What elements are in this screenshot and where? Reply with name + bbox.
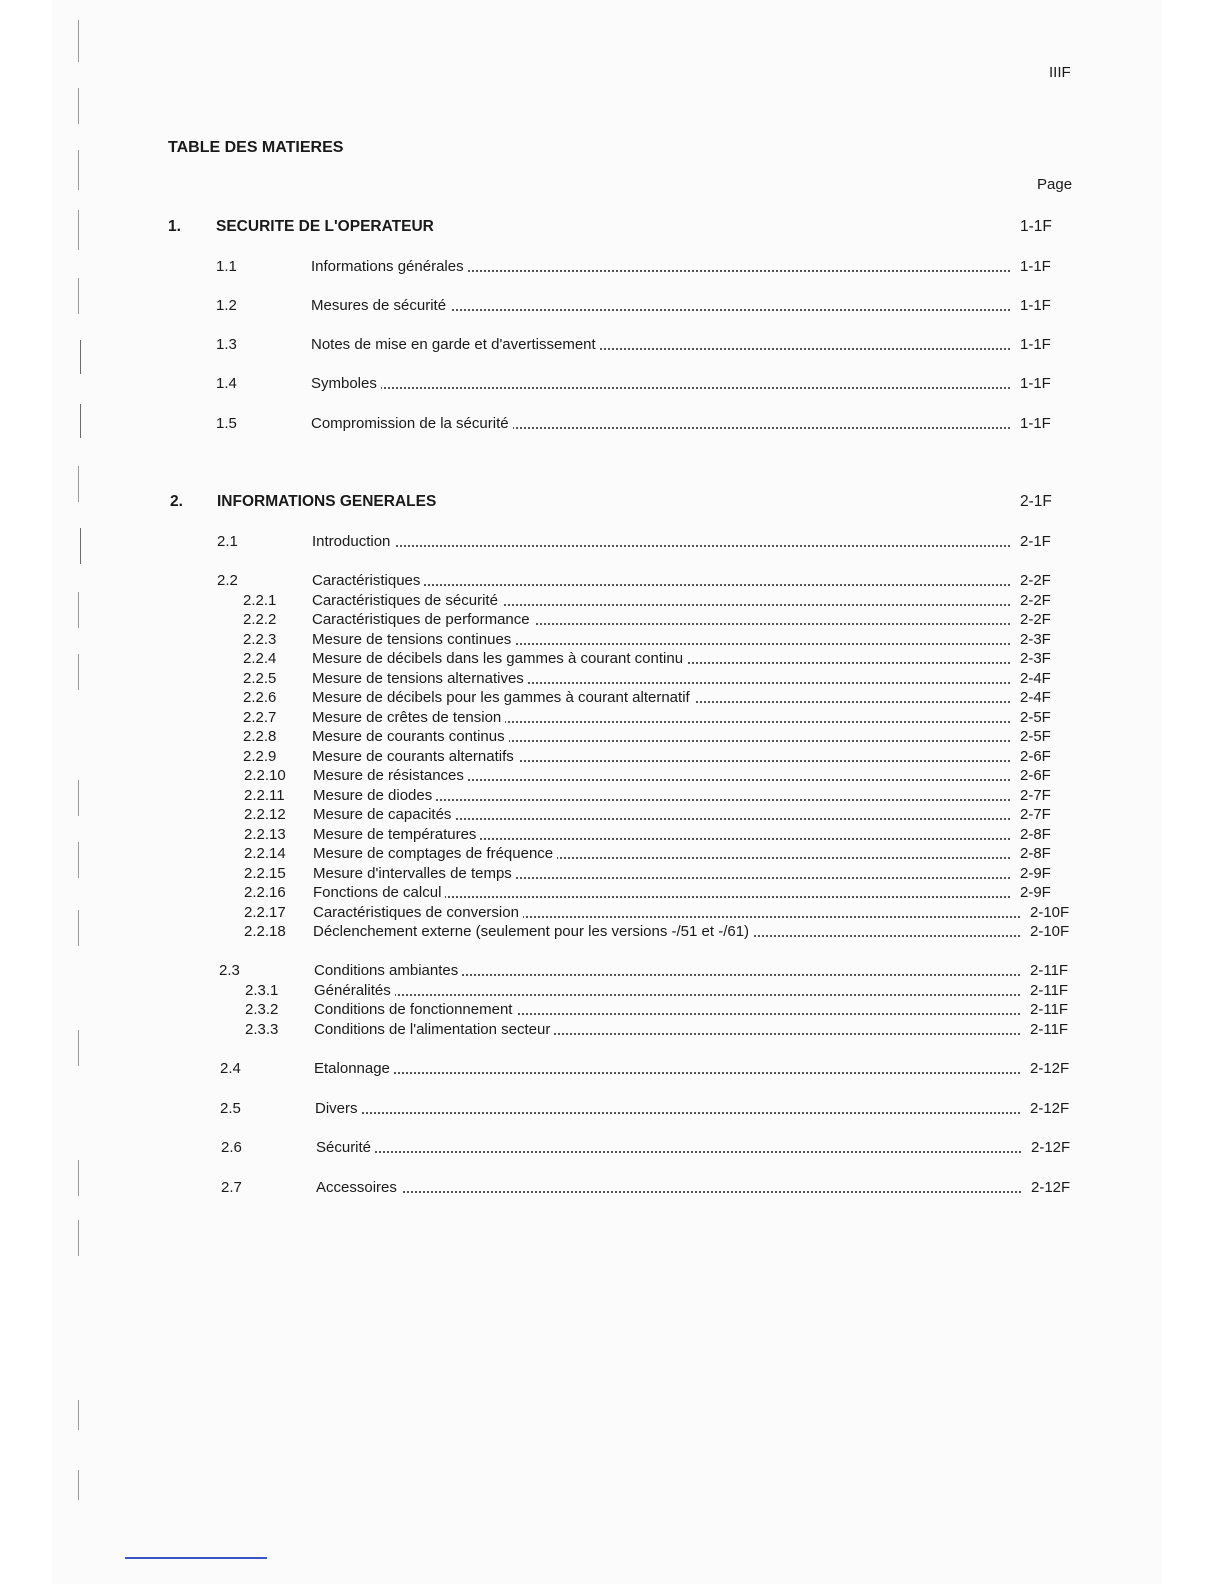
scan-margin-mark xyxy=(78,1470,79,1500)
toc-entry[interactable] xyxy=(243,630,1070,650)
entry-page: 2-5F xyxy=(1020,728,1051,745)
entry-page: 1-1F xyxy=(1020,375,1051,392)
toc-entry[interactable] xyxy=(221,1138,1081,1158)
entry-label: Caractéristiques de performance xyxy=(312,611,534,628)
entry-page: 2-5F xyxy=(1020,709,1051,726)
entry-number: 2.1 xyxy=(217,533,238,550)
dot-leader xyxy=(314,1072,1020,1074)
entry-number: 2.5 xyxy=(220,1100,241,1117)
toc-chapter[interactable] xyxy=(168,217,1070,237)
entry-page: 2-10F xyxy=(1030,923,1070,940)
toc-title: TABLE DES MATIERES xyxy=(168,139,344,156)
entry-page: 2-7F xyxy=(1020,787,1051,804)
entry-number: 2.2.10 xyxy=(244,767,286,784)
entry-number: 2.2.7 xyxy=(243,709,277,726)
entry-page: 2-12F xyxy=(1031,1139,1071,1156)
entry-page: 2-2F xyxy=(1020,572,1051,589)
entry-page: 2-3F xyxy=(1020,631,1051,648)
toc-entry[interactable] xyxy=(244,766,1070,786)
scan-margin-mark xyxy=(78,1400,79,1430)
entry-number: 2.2.18 xyxy=(244,923,286,940)
entry-label: Caractéristiques xyxy=(312,572,424,589)
entry-number: 2.2.13 xyxy=(244,826,286,843)
entry-label: Mesure de décibels dans les gammes à courant continu xyxy=(312,650,687,667)
scan-margin-mark xyxy=(78,654,79,690)
toc-entry[interactable] xyxy=(244,864,1070,884)
toc-entry[interactable] xyxy=(245,1020,1080,1040)
entry-number: 1.4 xyxy=(216,375,237,392)
toc-entry[interactable] xyxy=(217,532,1070,552)
dot-leader xyxy=(314,994,1020,996)
entry-page: 2-11F xyxy=(1030,982,1069,999)
entry-label: Symboles xyxy=(311,375,381,392)
entry-label: Compromission de la sécurité xyxy=(311,415,513,432)
toc-entry[interactable] xyxy=(216,296,1070,316)
entry-label: Mesure de crêtes de tension xyxy=(312,709,505,726)
entry-number: 2.2.9 xyxy=(243,748,277,765)
entry-number: 2.3.3 xyxy=(245,1021,279,1038)
chapter-number: 1. xyxy=(168,218,181,235)
page-column-label: Page xyxy=(1037,176,1073,193)
entry-number: 1.2 xyxy=(216,297,237,314)
entry-label: Divers xyxy=(315,1100,362,1117)
scan-margin-mark xyxy=(78,1220,79,1256)
scan-margin-mark xyxy=(78,210,79,250)
entry-page: 2-6F xyxy=(1020,748,1051,765)
dot-leader xyxy=(315,1112,1020,1114)
entry-label: Mesure de tensions continues xyxy=(312,631,515,648)
scan-margin-mark xyxy=(78,780,79,816)
entry-page: 2-8F xyxy=(1020,826,1051,843)
toc-entry[interactable] xyxy=(216,335,1070,355)
entry-page: 2-1F xyxy=(1020,533,1051,550)
toc-entry[interactable] xyxy=(243,708,1070,728)
entry-number: 2.2.15 xyxy=(244,865,286,882)
toc-entry[interactable] xyxy=(243,688,1070,708)
entry-number: 2.2.17 xyxy=(244,904,286,921)
entry-number: 2.2.12 xyxy=(244,806,286,823)
entry-number: 2.2.14 xyxy=(244,845,286,862)
entry-page: 2-7F xyxy=(1020,806,1051,823)
scan-margin-mark xyxy=(78,910,79,946)
entry-number: 1.1 xyxy=(216,258,237,275)
entry-page: 2-9F xyxy=(1020,884,1051,901)
entry-number: 2.3.2 xyxy=(245,1001,279,1018)
entry-number: 2.2.16 xyxy=(244,884,286,901)
dot-leader xyxy=(311,387,1010,389)
entry-label: Accessoires xyxy=(316,1179,401,1196)
toc-entry[interactable] xyxy=(243,669,1070,689)
entry-number: 2.2.11 xyxy=(244,787,285,804)
entry-label: Mesure de capacités xyxy=(313,806,455,823)
entry-page: 2-11F xyxy=(1030,1001,1069,1018)
entry-label: Mesure de décibels pour les gammes à courant alternatif xyxy=(312,689,694,706)
entry-page: 2-4F xyxy=(1020,670,1051,687)
scan-margin-mark xyxy=(78,88,79,124)
toc-entry[interactable] xyxy=(219,961,1080,981)
chapter-number: 2. xyxy=(170,493,183,510)
toc-entry[interactable] xyxy=(220,1059,1080,1079)
entry-number: 2.2.8 xyxy=(243,728,277,745)
entry-page: 2-2F xyxy=(1020,592,1051,609)
entry-page: 2-10F xyxy=(1030,904,1070,921)
footer-rule xyxy=(125,1557,267,1559)
toc-chapter[interactable] xyxy=(170,492,1070,512)
chapter-title: SECURITE DE L'OPERATEUR xyxy=(216,218,438,235)
scan-margin-mark xyxy=(80,528,81,564)
entry-page: 2-6F xyxy=(1020,767,1051,784)
toc-entry[interactable] xyxy=(244,922,1080,942)
entry-label: Mesure de résistances xyxy=(313,767,468,784)
chapter-title: INFORMATIONS GENERALES xyxy=(217,493,440,510)
entry-label: Mesure de diodes xyxy=(313,787,436,804)
entry-number: 2.7 xyxy=(221,1179,242,1196)
toc-entry[interactable] xyxy=(216,257,1070,277)
scan-margin-mark xyxy=(78,20,79,62)
entry-label: Déclenchement externe (seulement pour les versions -/51 et -/61) xyxy=(313,923,753,940)
entry-number: 2.2.3 xyxy=(243,631,277,648)
toc-entry[interactable] xyxy=(244,883,1070,903)
toc-entry[interactable] xyxy=(243,747,1070,767)
scan-margin-mark xyxy=(78,150,79,190)
entry-page: 1-1F xyxy=(1020,297,1051,314)
entry-label: Généralités xyxy=(314,982,395,999)
entry-number: 2.4 xyxy=(220,1060,241,1077)
entry-page: 1-1F xyxy=(1020,336,1051,353)
entry-label: Mesure de courants alternatifs xyxy=(312,748,518,765)
entry-label: Etalonnage xyxy=(314,1060,394,1077)
entry-number: 2.2.5 xyxy=(243,670,277,687)
entry-page: 1-1F xyxy=(1020,258,1051,275)
scan-margin-mark xyxy=(80,340,81,374)
dot-leader xyxy=(312,545,1010,547)
scan-margin-mark xyxy=(78,1030,79,1066)
toc-entry[interactable] xyxy=(245,1000,1080,1020)
toc-entry[interactable] xyxy=(245,981,1080,1001)
entry-label: Mesure de tensions alternatives xyxy=(312,670,528,687)
toc-entry[interactable] xyxy=(217,571,1070,591)
entry-page: 1-1F xyxy=(1020,415,1051,432)
toc-entry[interactable] xyxy=(244,786,1070,806)
entry-label: Conditions de fonctionnement xyxy=(314,1001,516,1018)
toc-entry[interactable] xyxy=(216,374,1070,394)
entry-label: Caractéristiques de sécurité xyxy=(312,592,502,609)
toc-entry[interactable] xyxy=(243,610,1070,630)
toc-entry[interactable] xyxy=(244,825,1070,845)
entry-number: 1.3 xyxy=(216,336,237,353)
entry-page: 2-12F xyxy=(1030,1060,1070,1077)
chapter-page: 1-1F xyxy=(1020,218,1052,235)
entry-number: 2.2 xyxy=(217,572,238,589)
scan-margin-mark xyxy=(78,592,79,628)
toc-entry[interactable] xyxy=(220,1099,1080,1119)
entry-number: 2.2.4 xyxy=(243,650,277,667)
scan-margin-mark xyxy=(78,466,79,502)
entry-label: Sécurité xyxy=(316,1139,375,1156)
entry-page: 2-11F xyxy=(1030,962,1069,979)
entry-number: 2.3 xyxy=(219,962,240,979)
toc-entry[interactable] xyxy=(243,591,1070,611)
entry-page: 2-8F xyxy=(1020,845,1051,862)
entry-number: 2.2.1 xyxy=(243,592,277,609)
dot-leader xyxy=(316,1191,1021,1193)
entry-label: Mesure d'intervalles de temps xyxy=(313,865,516,882)
entry-label: Mesures de sécurité xyxy=(311,297,450,314)
scan-margin-mark xyxy=(78,278,79,314)
entry-page: 2-12F xyxy=(1030,1100,1070,1117)
toc-entry[interactable] xyxy=(216,414,1070,434)
entry-label: Mesure de comptages de fréquence xyxy=(313,845,557,862)
entry-label: Mesure de températures xyxy=(313,826,480,843)
entry-label: Informations générales xyxy=(311,258,468,275)
entry-label: Notes de mise en garde et d'avertissement xyxy=(311,336,600,353)
entry-page: 2-2F xyxy=(1020,611,1051,628)
entry-number: 2.3.1 xyxy=(245,982,279,999)
entry-number: 2.6 xyxy=(221,1139,242,1156)
toc-entry[interactable] xyxy=(244,805,1070,825)
entry-label: Introduction xyxy=(312,533,394,550)
scan-margin-mark xyxy=(78,1160,79,1196)
entry-label: Conditions de l'alimentation secteur xyxy=(314,1021,554,1038)
toc-entry[interactable] xyxy=(243,727,1070,747)
toc-entry[interactable] xyxy=(244,903,1080,923)
page-identifier: IIIF xyxy=(1049,64,1071,81)
entry-page: 2-11F xyxy=(1030,1021,1069,1038)
chapter-page: 2-1F xyxy=(1020,493,1052,510)
scan-margin-mark xyxy=(80,404,81,438)
toc-entry[interactable] xyxy=(244,844,1070,864)
dot-leader xyxy=(316,1151,1021,1153)
entry-label: Conditions ambiantes xyxy=(314,962,462,979)
toc-entry[interactable] xyxy=(243,649,1070,669)
entry-number: 1.5 xyxy=(216,415,237,432)
entry-label: Fonctions de calcul xyxy=(313,884,445,901)
entry-label: Mesure de courants continus xyxy=(312,728,509,745)
entry-page: 2-4F xyxy=(1020,689,1051,706)
scan-margin-mark xyxy=(78,842,79,878)
entry-number: 2.2.6 xyxy=(243,689,277,706)
entry-page: 2-9F xyxy=(1020,865,1051,882)
entry-number: 2.2.2 xyxy=(243,611,277,628)
entry-page: 2-3F xyxy=(1020,650,1051,667)
toc-entry[interactable] xyxy=(221,1178,1081,1198)
entry-page: 2-12F xyxy=(1031,1179,1071,1196)
entry-label: Caractéristiques de conversion xyxy=(313,904,523,921)
